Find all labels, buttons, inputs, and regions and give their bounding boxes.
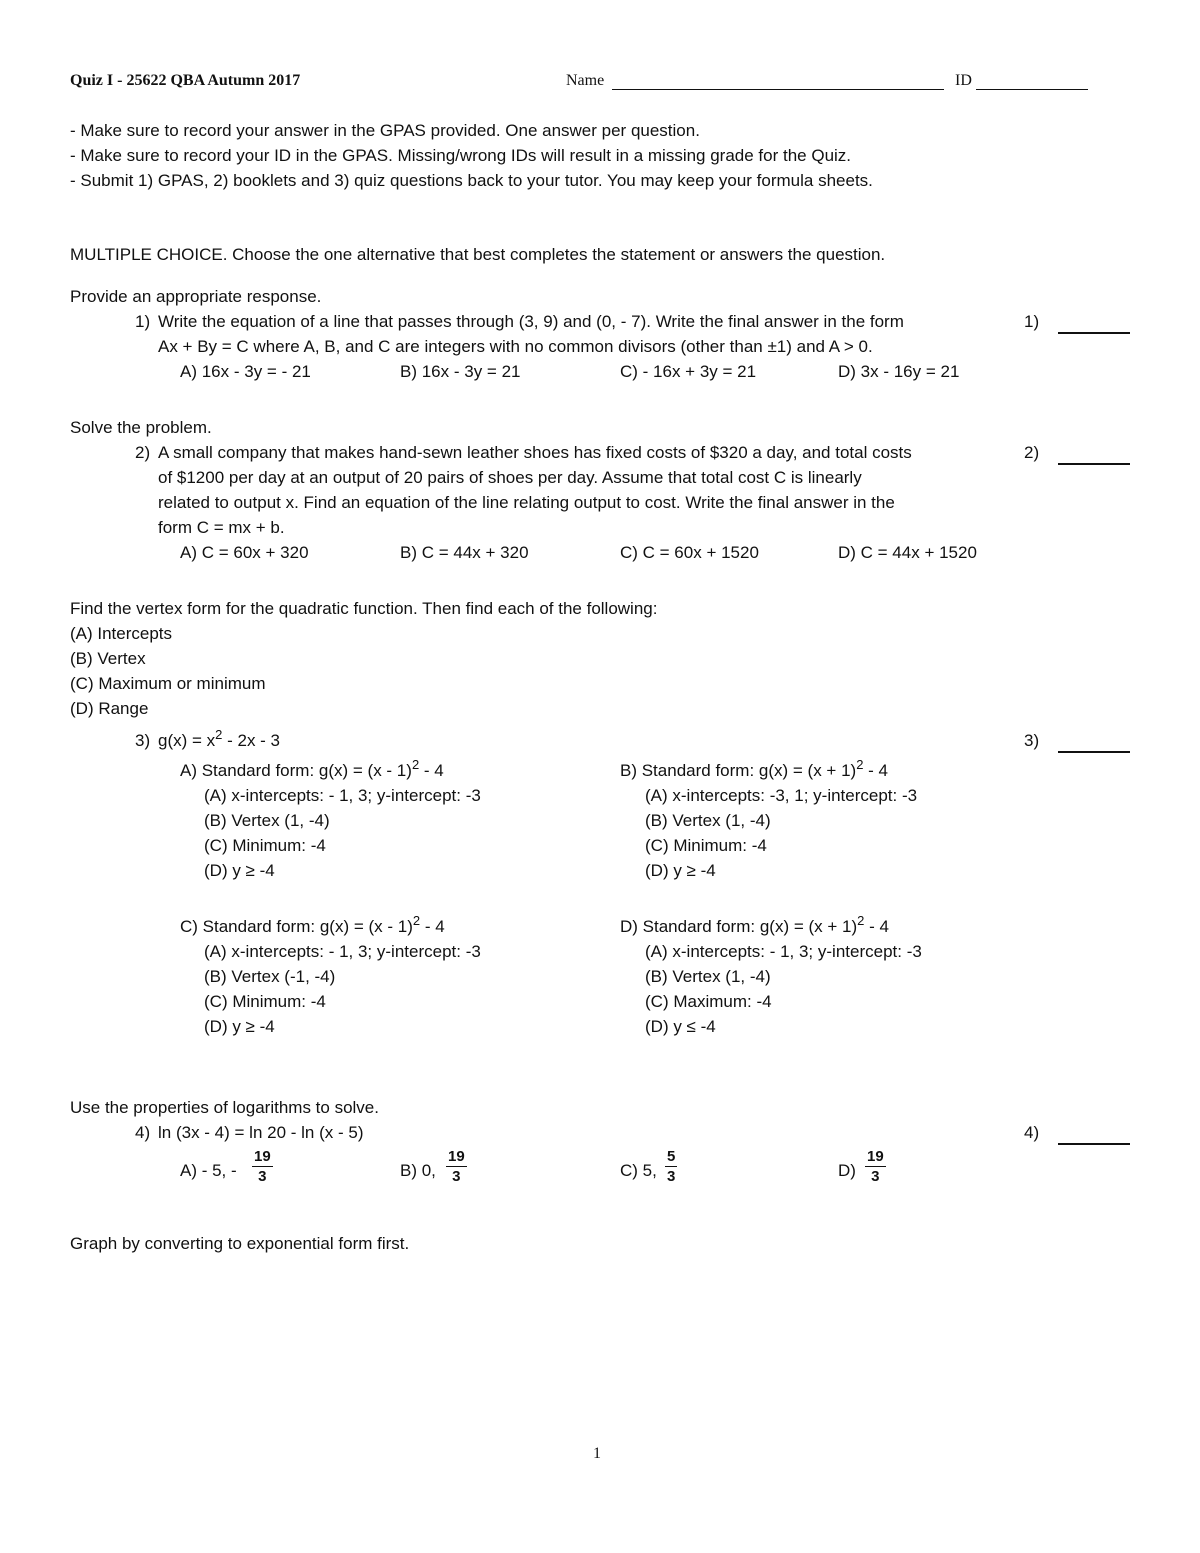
q3-option-a-line: (D) y ≥ -4 bbox=[204, 861, 275, 880]
q2-option-a[interactable]: A) C = 60x + 320 bbox=[180, 543, 309, 562]
q3-option-c-line: (C) Minimum: -4 bbox=[204, 992, 326, 1011]
q1-option-b[interactable]: B) 16x - 3y = 21 bbox=[400, 362, 521, 381]
q2-option-c[interactable]: C) C = 60x + 1520 bbox=[620, 543, 759, 562]
q3-option-a-line: (A) x-intercepts: - 1, 3; y-intercept: -3 bbox=[204, 786, 481, 805]
q3-option-b-line: (D) y ≥ -4 bbox=[645, 861, 716, 880]
q2-answer-blank[interactable] bbox=[1058, 463, 1130, 465]
q3-option-a-line: (B) Vertex (1, -4) bbox=[204, 811, 330, 830]
q4-directive: Use the properties of logarithms to solve. bbox=[70, 1098, 379, 1117]
q2-option-d[interactable]: D) C = 44x + 1520 bbox=[838, 543, 977, 562]
q1-number: 1) bbox=[135, 312, 151, 331]
q4-option-d[interactable]: D) bbox=[838, 1161, 856, 1180]
q3-option-a-line: (C) Minimum: -4 bbox=[204, 836, 326, 855]
q4-option-d-fraction: $\frac{19}{3}$ bbox=[867, 1148, 884, 1185]
q3-part-c: (C) Maximum or minimum bbox=[70, 674, 266, 693]
quiz-title: Quiz I - 25622 QBA Autumn 2017 bbox=[70, 72, 301, 89]
id-field[interactable] bbox=[976, 89, 1088, 90]
instruction-3: - Submit 1) GPAS, 2) booklets and 3) quiz questions back to your tutor. You may keep your formula sheets. bbox=[70, 171, 873, 190]
q1-answer-label: 1) bbox=[1024, 312, 1040, 331]
q2-text-line1: A small company that makes hand-sewn leather shoes has fixed costs of $320 a day, and total costs bbox=[158, 443, 912, 462]
q3-option-b-line: (B) Vertex (1, -4) bbox=[645, 811, 771, 830]
instruction-1: - Make sure to record your answer in the GPAS provided. One answer per question. bbox=[70, 121, 700, 140]
q1-option-d[interactable]: D) 3x - 16y = 21 bbox=[838, 362, 960, 381]
q4-question: ln (3x - 4) = ln 20 - ln (x - 5) bbox=[158, 1123, 364, 1142]
q3-part-d: (D) Range bbox=[70, 699, 149, 718]
q3-option-c-line: (B) Vertex (-1, -4) bbox=[204, 967, 336, 986]
q2-text-line3: related to output x. Find an equation of the line relating output to cost. Write the final answer in the bbox=[158, 493, 895, 512]
q1-option-a[interactable]: A) 16x - 3y = - 21 bbox=[180, 362, 311, 381]
q3-part-a: (A) Intercepts bbox=[70, 624, 173, 643]
q3-option-b-line: (C) Minimum: -4 bbox=[645, 836, 767, 855]
q2-number: 2) bbox=[135, 443, 151, 462]
q3-answer-label: 3) bbox=[1024, 731, 1040, 750]
q4-option-c[interactable]: C) 5, bbox=[620, 1161, 657, 1180]
q2-directive: Solve the problem. bbox=[70, 418, 212, 437]
q1-answer-blank[interactable] bbox=[1058, 332, 1130, 334]
q2-text-line4: form C = mx + b. bbox=[158, 518, 285, 537]
q4-option-b-fraction: $\frac{19}{3}$ bbox=[448, 1148, 465, 1185]
q4-answer-blank[interactable] bbox=[1058, 1143, 1130, 1145]
q1-text-line1: Write the equation of a line that passes through (3, 9) and (0, - 7). Write the final answer in the form bbox=[158, 312, 904, 331]
q5-directive: Graph by converting to exponential form first. bbox=[70, 1234, 410, 1253]
q4-option-b[interactable]: B) 0, bbox=[400, 1161, 436, 1180]
q3-option-c-line: (D) y ≥ -4 bbox=[204, 1017, 275, 1036]
q3-option-c-line: (A) x-intercepts: - 1, 3; y-intercept: -3 bbox=[204, 942, 481, 961]
q3-option-d-line: (D) y ≤ -4 bbox=[645, 1017, 716, 1036]
q3-option-d-line: (B) Vertex (1, -4) bbox=[645, 967, 771, 986]
q3-option-b-line: (A) x-intercepts: -3, 1; y-intercept: -3 bbox=[645, 786, 918, 805]
q2-option-b[interactable]: B) C = 44x + 320 bbox=[400, 543, 529, 562]
q3-option-a[interactable]: A) Standard form: g(x) = (x - 1)$^2$ - 4 bbox=[180, 757, 444, 780]
q4-option-a-fraction: $\frac{19}{3}$ bbox=[254, 1148, 271, 1185]
q3-option-b[interactable]: B) Standard form: $g(x) = (x + 1)^2 - 4$ bbox=[620, 757, 888, 780]
q4-answer-label: 4) bbox=[1024, 1123, 1040, 1142]
page-number: 1 bbox=[593, 1445, 601, 1462]
q3-question: $g(x) = x^2 - 2x - 3$ bbox=[158, 727, 281, 750]
id-label: ID bbox=[955, 72, 972, 89]
q4-number: 4) bbox=[135, 1123, 151, 1142]
q3-answer-blank[interactable] bbox=[1058, 751, 1130, 753]
q4-option-c-fraction: $\frac{5}{3}$ bbox=[667, 1148, 676, 1185]
name-field[interactable] bbox=[612, 89, 944, 90]
q1-text-line2: Ax + By = C where A, B, and C are integers with no common divisors (other than ±1) and A > 0. bbox=[158, 337, 873, 356]
q3-number: 3) bbox=[135, 731, 151, 750]
q1-option-c[interactable]: C) - 16x + 3y = 21 bbox=[620, 362, 757, 381]
q1-directive: Provide an appropriate response. bbox=[70, 287, 322, 306]
q3-option-d[interactable]: D) Standard form: $g(x) = (x + 1)^2 - 4$ bbox=[620, 913, 889, 936]
q3-option-d-line: (A) x-intercepts: - 1, 3; y-intercept: -3 bbox=[645, 942, 922, 961]
q3-option-c[interactable]: C) Standard form: g(x) = (x - 1)$^2$ - 4 bbox=[180, 913, 445, 936]
q2-answer-label: 2) bbox=[1024, 443, 1040, 462]
q3-option-d-line: (C) Maximum: -4 bbox=[645, 992, 772, 1011]
q3-part-b: (B) Vertex bbox=[70, 649, 146, 668]
q4-option-a[interactable]: A) - 5, - bbox=[180, 1161, 237, 1180]
q2-text-line2: of $1200 per day at an output of 20 pairs of shoes per day. Assume that total cost C is linearly bbox=[158, 468, 862, 487]
name-label: Name bbox=[566, 72, 605, 89]
instruction-2: - Make sure to record your ID in the GPAS. Missing/wrong IDs will result in a missing grade for the Quiz. bbox=[70, 146, 852, 165]
q3-directive: Find the vertex form for the quadratic function. Then find each of the following: bbox=[70, 599, 658, 618]
section-heading: MULTIPLE CHOICE. Choose the one alternative that best completes the statement or answers the question. bbox=[70, 245, 886, 264]
